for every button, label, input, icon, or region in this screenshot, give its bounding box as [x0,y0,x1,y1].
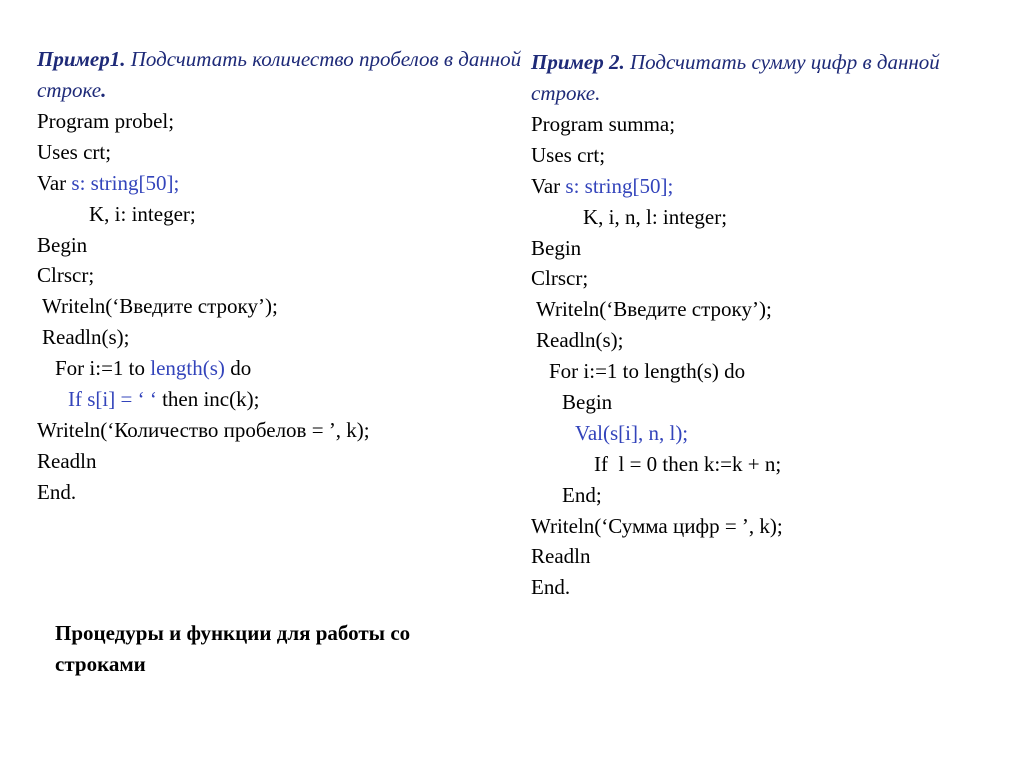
example1-title-end: . [101,78,107,102]
code-line [531,387,991,418]
code-line [531,480,991,511]
code-fragment: Readln(s); [42,325,130,350]
code-fragment: Readln [37,448,97,473]
code-line [531,109,991,140]
code-line [531,171,991,202]
code-line [37,260,532,291]
code-fragment: If s[i] = ‘ ‘ [68,387,157,412]
code-fragment: K, i, n, l: integer; [583,204,728,229]
code-line [531,294,991,325]
code-line [37,168,532,199]
example2-title [531,47,991,109]
example1-block [37,44,532,508]
code-fragment: Val(s[i], n, l); [575,420,689,445]
code-line [531,418,991,449]
code-line [531,325,991,356]
code-fragment: length(s) [150,356,225,381]
example2-title-lead: Пример 2. [531,50,625,74]
code-line [37,322,532,353]
code-fragment: Program summa; [531,112,676,136]
example1-code [37,106,532,508]
code-line [531,356,991,387]
code-fragment: Uses crt; [531,142,606,167]
code-fragment: then inc(k); [156,387,260,412]
code-fragment: Writeln(‘Введите строку’); [42,294,278,319]
example2-code [531,109,991,603]
code-fragment: Begin [562,390,613,415]
code-fragment: Var [37,170,72,195]
code-fragment: Readln(s); [536,328,624,353]
code-fragment: Program probel; [37,109,175,133]
code-line [37,106,532,137]
example2-title-rest: Подсчитать сумму цифр в данной строке. [531,50,940,105]
example1-title-lead: Пример1. [37,47,126,71]
code-fragment: Begin [531,235,582,260]
example1-title [37,44,532,106]
code-line [37,477,532,508]
code-line [37,384,532,415]
code-line [531,233,991,264]
code-line [531,140,991,171]
code-fragment: Writeln(‘Количество пробелов = ’, k); [37,417,370,442]
example2-block [531,47,991,603]
code-line [531,511,991,542]
code-fragment: Clrscr; [531,266,589,291]
code-line [531,263,991,294]
code-fragment: s: string[50]; [71,170,180,195]
code-fragment: Readln [531,544,591,569]
code-line [37,291,532,322]
code-line [37,446,532,477]
code-fragment: End. [37,479,77,504]
code-fragment: s: string[50]; [565,173,674,198]
code-fragment: K, i: integer; [89,201,196,226]
code-fragment: Begin [37,232,88,257]
code-fragment: Clrscr; [37,263,95,288]
code-line [37,199,532,230]
code-fragment: End. [531,575,571,600]
code-fragment: End; [562,482,602,507]
code-fragment: Var [531,173,566,198]
code-line [531,202,991,233]
code-fragment: For i:=1 to [55,356,151,381]
section-heading: Процедуры и функции для работы со строками [55,621,411,676]
code-fragment: Writeln(‘Введите строку’); [536,297,772,322]
example1-title-rest: Подсчитать количество пробелов в данной строке [37,47,522,102]
code-fragment: Writeln(‘Сумма цифр = ’, k); [531,513,783,538]
code-fragment: If l = 0 then k:=k + n; [594,451,782,476]
code-line [37,353,532,384]
code-line [37,415,532,446]
code-fragment: do [224,356,252,381]
code-line [531,572,991,603]
code-line [531,449,991,480]
code-line [37,137,532,168]
code-fragment: For i:=1 to length(s) do [549,359,746,384]
code-line [37,230,532,261]
code-line [531,541,991,572]
code-fragment: Uses crt; [37,139,112,164]
